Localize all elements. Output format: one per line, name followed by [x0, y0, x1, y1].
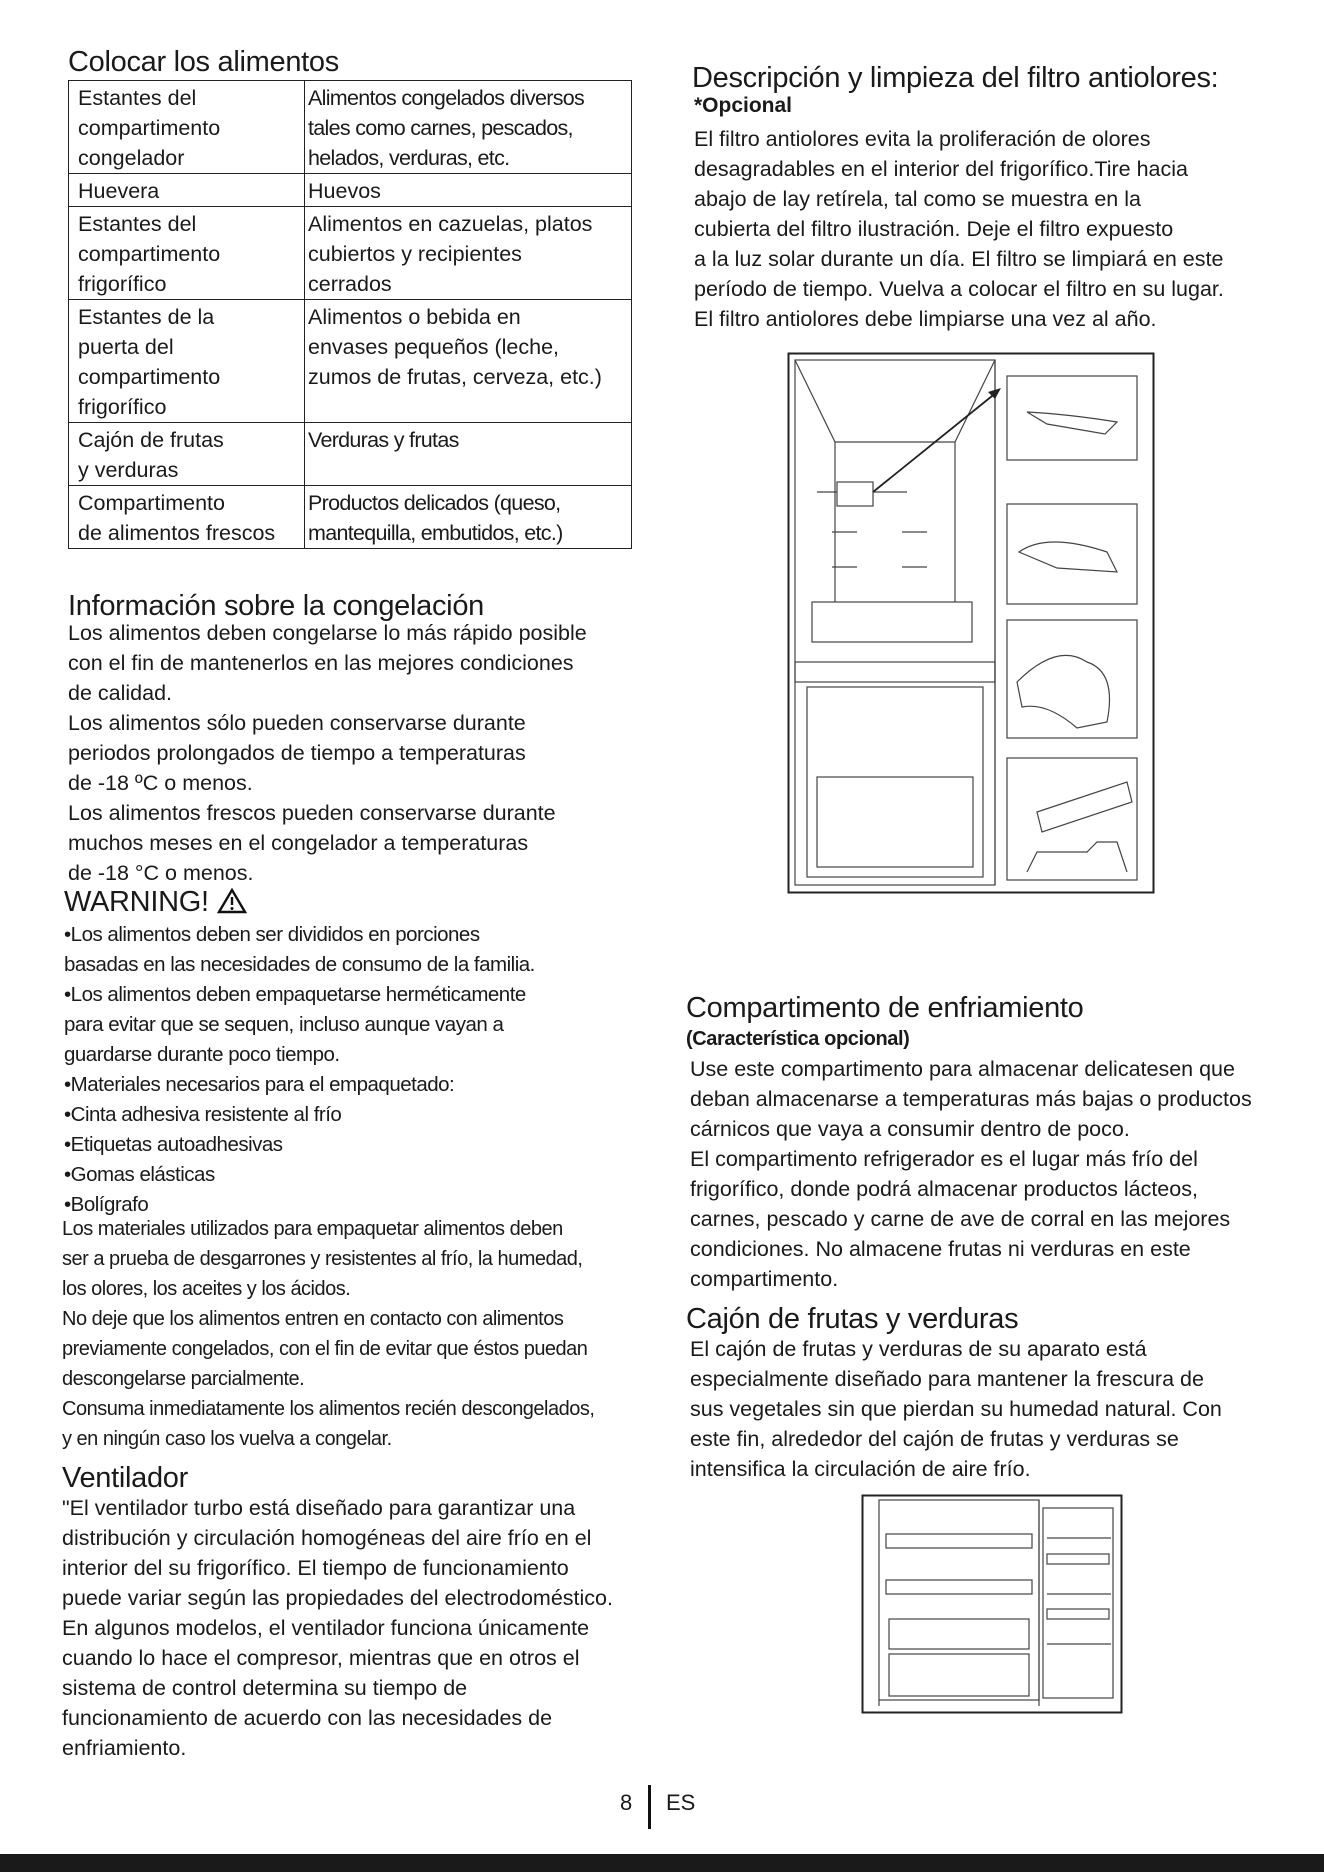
section-title-colocar-alimentos: Colocar los alimentos	[68, 46, 339, 78]
food-cell: Verduras y frutas	[305, 423, 632, 486]
filter-cleaning-illustration	[787, 352, 1155, 894]
language-code: ES	[666, 1790, 696, 1815]
filtro-optional-label: *Opcional	[694, 94, 793, 117]
cajon-text: El cajón de frutas y verduras de su aparato está especialmente diseñado para mantener la frescura de sus vegetales sin que pierdan su humedad natural. Con este fin, alrededor del cajón de frutas y verduras se intensifica la circulación de aire frío.	[690, 1337, 1222, 1481]
compartment-cell: Estantes del compartimento frigorífico	[69, 207, 305, 300]
table-row	[69, 300, 632, 423]
compartment-cell: Compartimento de alimentos frescos	[69, 486, 305, 549]
enfriamiento-text: Use este compartimento para almacenar delicatesen que deban almacenarse a temperaturas más bajas o productos cárnicos que vaya a consumir dentro de poco. El compartimento refrigerador es el lugar más frío del frigorífico, donde podrá almacenar productos lácteos, carnes, pescado y carne de ave de corral en las mejores condiciones. No almacene frutas ni verduras en este compartimento.	[690, 1057, 1252, 1291]
table-row	[69, 81, 632, 174]
section-title-enfriamiento: Compartimento de enfriamiento	[686, 992, 1084, 1024]
food-cell: Alimentos congelados diversos tales como carnes, pescados, helados, verduras, etc.	[305, 81, 632, 174]
food-cell: Alimentos o bebida en envases pequeños (leche, zumos de frutas, cerveza, etc.)	[305, 300, 632, 423]
enfriamiento-optional-label: (Característica opcional)	[686, 1028, 910, 1050]
warning-text: Los materiales utilizados para empaquetar alimentos deben ser a prueba de desgarrones y resistentes al frío, la humedad, los olores, los aceites y los ácidos. No deje que los alimentos entren en contacto con alimentos previamente congelados, con el fin de evitar que éstos puedan descongelarse parcialmente. Consuma inmediatamente los alimentos recién descongelados, y en ningún caso los vuelva a congelar.	[62, 1218, 595, 1450]
food-placement-table	[68, 80, 632, 549]
compartment-cell: Cajón de frutas y verduras	[69, 423, 305, 486]
compartment-cell: Estantes de la puerta del compartimento frigorífico	[69, 300, 305, 423]
section-title-ventilador: Ventilador	[62, 1462, 188, 1494]
page-number: 8	[620, 1790, 633, 1815]
table-row	[69, 486, 632, 549]
bottom-bar	[0, 1854, 1324, 1872]
filtro-text: El filtro antiolores evita la proliferación de olores desagradables en el interior del frigorífico.Tire hacia abajo de lay retírela, tal como se muestra en la cubierta del filtro ilustración. Deje el filtro expuesto a la luz solar durante un día. El filtro se limpiará en este período de tiempo. Vuelva a colocar el filtro en su lugar. El filtro antiolores debe limpiarse una vez al año.	[694, 127, 1224, 331]
warning-triangle-icon	[217, 888, 247, 914]
warning-title: WARNING!	[64, 886, 209, 918]
compartment-cell: Huevera	[69, 174, 305, 207]
compartment-cell: Estantes del compartimento congelador	[69, 81, 305, 174]
food-cell: Alimentos en cazuelas, platos cubiertos y recipientes cerrados	[305, 207, 632, 300]
section-title-filtro: Descripción y limpieza del filtro antiolores:	[692, 62, 1219, 94]
crisper-drawer-illustration	[861, 1494, 1123, 1714]
food-cell: Productos delicados (queso, mantequilla, embutidos, etc.)	[305, 486, 632, 549]
table-row	[69, 207, 632, 300]
footer-separator	[648, 1785, 651, 1829]
section-title-cajon: Cajón de frutas y verduras	[686, 1303, 1019, 1335]
ventilador-text: "El ventilador turbo está diseñado para garantizar una distribución y circulación homogéneas del aire frío en el interior del su frigorífico. El tiempo de funcionamiento puede variar según las propiedades del electrodoméstico. En algunos modelos, el ventilador funciona únicamente cuando lo hace el compresor, mientras que en otros el sistema de control determina su tiempo de funcionamiento de acuerdo con las necesidades de enfriamiento.	[62, 1496, 613, 1760]
section-title-congelacion: Información sobre la congelación	[68, 590, 484, 622]
food-cell: Huevos	[305, 174, 632, 207]
table-row	[69, 423, 632, 486]
table-row	[69, 174, 632, 207]
warning-list: •Los alimentos deben ser divididos en porciones basadas en las necesidades de consumo de la familia. •Los alimentos deben empaquetarse herméticamente para evitar que se sequen, incluso aunque vayan a guardarse durante poco tiempo. •Materiales necesarios para el empaquetado: •Cinta adhesiva resistente al frío •Etiquetas autoadhesivas •Gomas elásticas •Bolígrafo	[64, 923, 535, 1216]
warning-heading	[64, 886, 247, 918]
congelacion-text: Los alimentos deben congelarse lo más rápido posible con el fin de mantenerlos en las mejores condiciones de calidad. Los alimentos sólo pueden conservarse durante periodos prolongados de tiempo a temperaturas de -18 ºC o menos. Los alimentos frescos pueden conservarse durante muchos meses en el congelador a temperaturas de -18 °C o menos.	[68, 621, 587, 885]
